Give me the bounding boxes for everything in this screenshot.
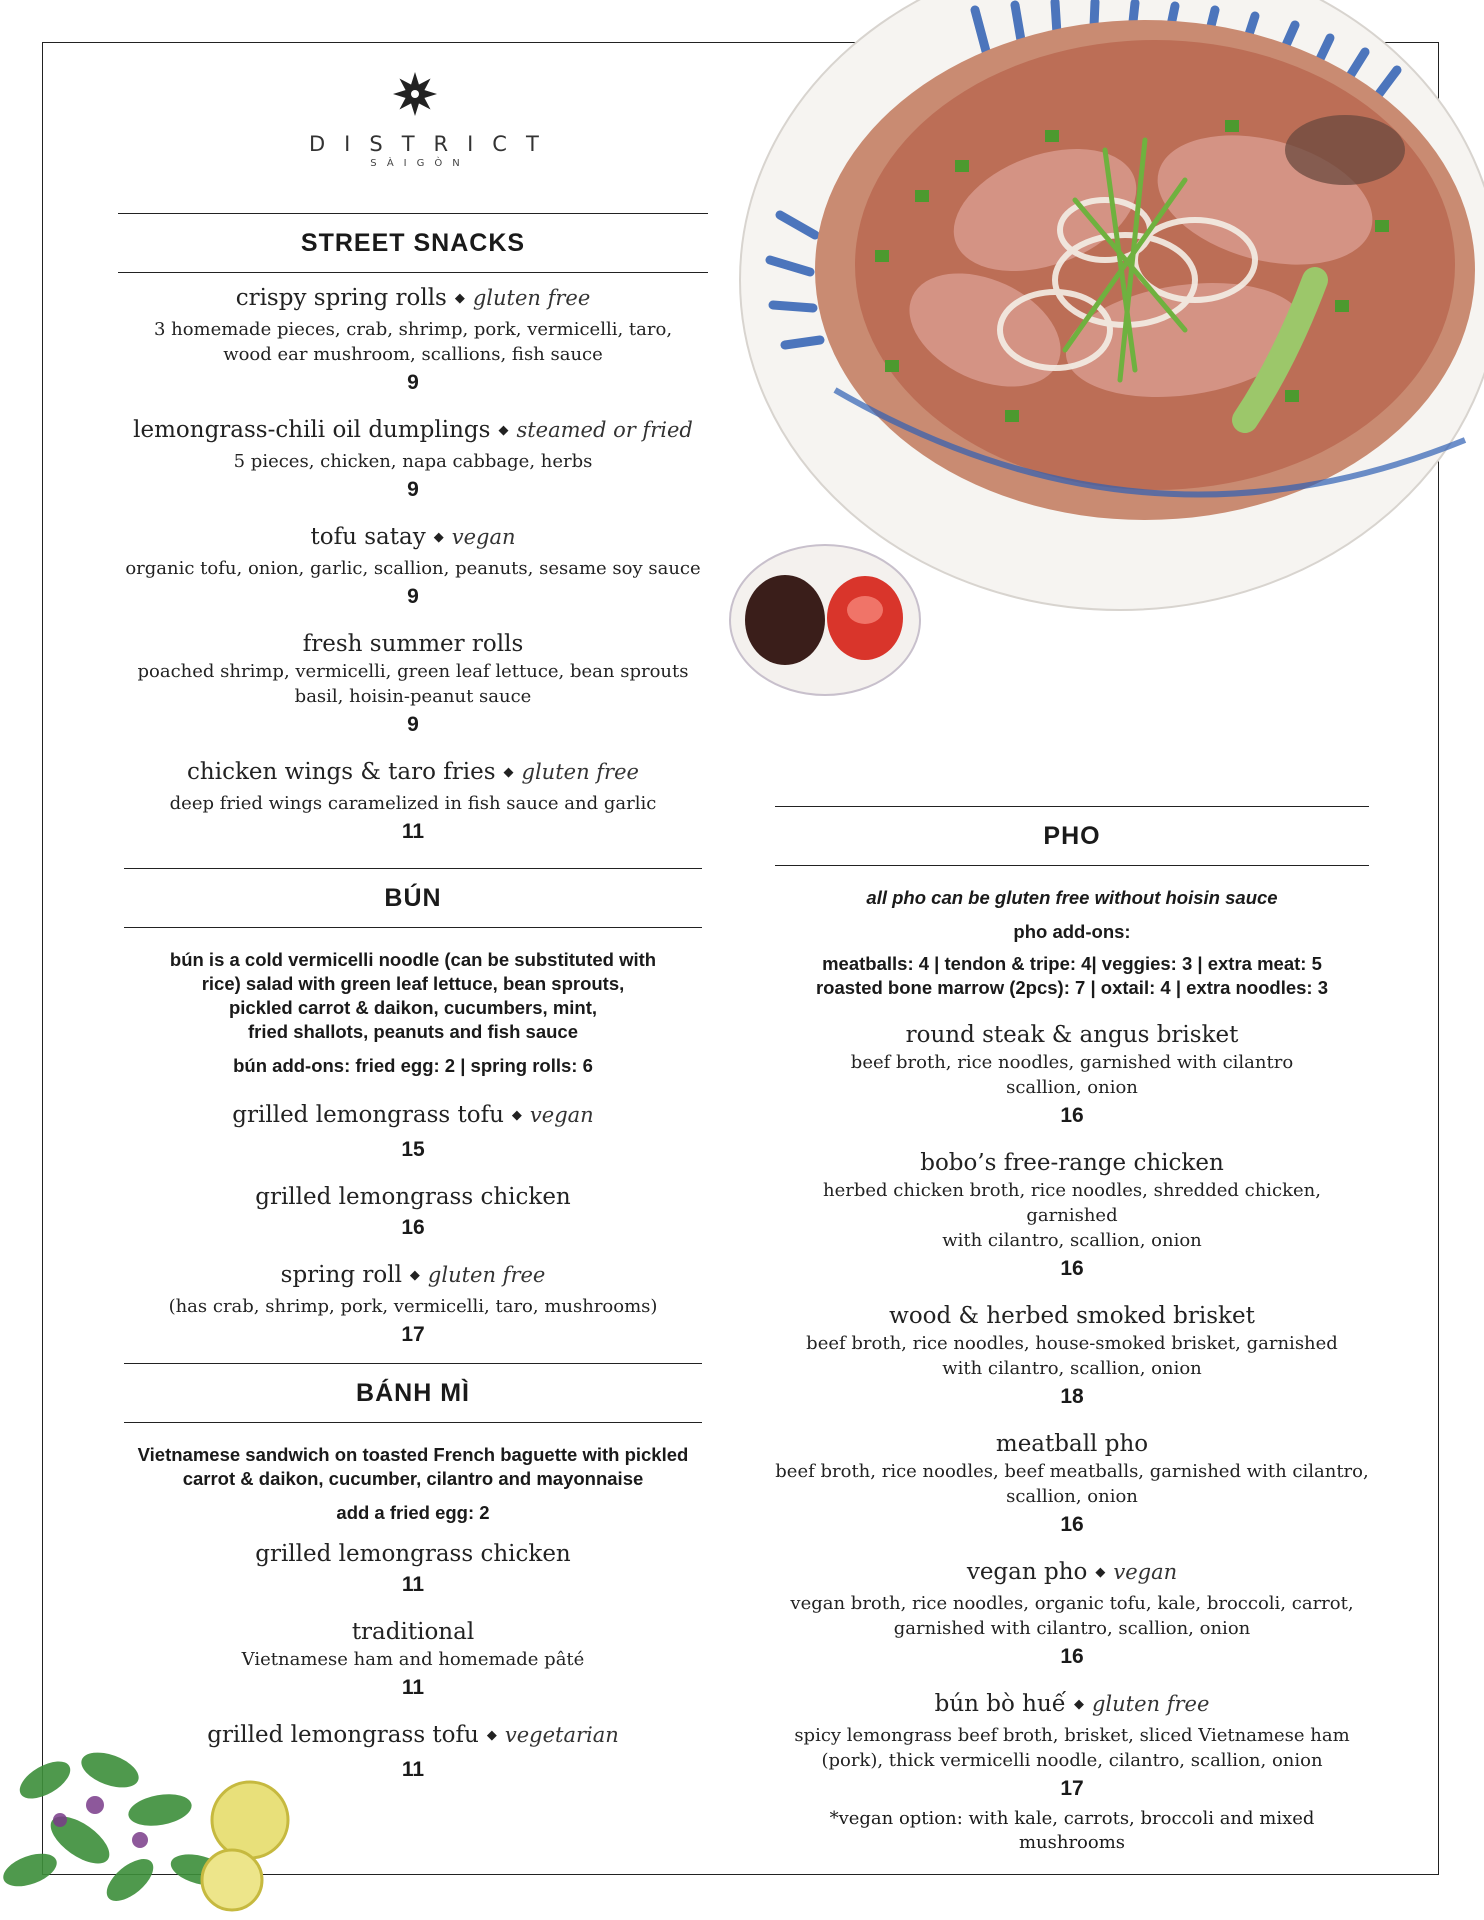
item-description: 3 homemade pieces, crab, shrimp, pork, vermicelli, taro, — [153, 319, 673, 340]
item-name-row — [775, 1301, 1369, 1331]
bun-addons: bún add-ons: fried egg: 2 | spring rolls: 6 — [233, 1055, 593, 1076]
bun-intro — [118, 948, 708, 1044]
item-description: beef broth, rice noodles, beef meatballs, garnished with cilantro, — [775, 1461, 1369, 1482]
item-name: fresh summer rolls — [302, 631, 524, 657]
item-name: grilled lemongrass tofu — [207, 1722, 479, 1748]
menu-item — [775, 1689, 1369, 1803]
section-title-bun: BÚN — [124, 868, 702, 928]
bun-intro-line: bún is a cold vermicelli noodle (can be substituted with — [169, 949, 657, 970]
item-price: 9 — [407, 371, 419, 394]
item-price: 9 — [407, 713, 419, 736]
pho-addons — [775, 952, 1369, 1000]
pho-vegan-note: *vegan option: with kale, carrots, broccoli and mixed mushrooms — [829, 1808, 1315, 1853]
menu-item — [118, 415, 708, 504]
diamond-icon: ◆ — [503, 765, 514, 780]
item-name: round steak & angus brisket — [905, 1022, 1239, 1048]
menu-item — [118, 757, 708, 846]
menu-item — [775, 1020, 1369, 1130]
bun-intro-line: fried shallots, peanuts and fish sauce — [247, 1021, 578, 1042]
menu-item — [775, 1429, 1369, 1539]
logo-name: DISTRICT — [309, 132, 558, 156]
pho-addons-title: pho add-ons: — [1013, 921, 1131, 942]
item-name-row — [775, 1148, 1369, 1178]
item-name-row — [775, 1557, 1369, 1591]
item-name: bobo’s free-range chicken — [920, 1150, 1224, 1176]
item-description: beef broth, rice noodles, garnished with cilantro — [850, 1052, 1294, 1073]
item-price: 16 — [1060, 1513, 1084, 1536]
item-description: scallion, onion — [1006, 1486, 1138, 1507]
logo-subtitle: SÀIGÒN — [370, 158, 470, 169]
item-price: 11 — [401, 820, 425, 843]
diamond-icon: ◆ — [1073, 1697, 1084, 1712]
item-description: organic tofu, onion, garlic, scallion, peanuts, sesame soy sauce — [125, 558, 701, 579]
menu-item — [118, 522, 708, 611]
pho-list — [775, 1020, 1369, 1803]
item-price: 17 — [1060, 1777, 1084, 1800]
item-description: garnished with cilantro, scallion, onion — [893, 1618, 1251, 1639]
dietary-tag: steamed or fried — [516, 418, 693, 442]
item-name-row — [118, 415, 708, 449]
menu-item — [118, 283, 708, 397]
star-icon — [391, 70, 439, 118]
menu-item — [118, 1539, 708, 1599]
item-description: spicy lemongrass beef broth, brisket, sliced Vietnamese ham — [794, 1725, 1350, 1746]
bun-list — [118, 1100, 708, 1349]
item-price: 17 — [401, 1323, 425, 1346]
pho-intro-line: all pho can be gluten free without hoisin sauce — [866, 887, 1278, 908]
diamond-icon: ◆ — [454, 291, 465, 306]
item-name: grilled lemongrass tofu — [232, 1102, 504, 1128]
diamond-icon: ◆ — [511, 1108, 522, 1123]
item-name-row — [118, 1260, 708, 1294]
pho-addon-line: meatballs: 4 | tendon & tripe: 4| veggies: 3 | extra meat: 5 — [822, 953, 1322, 974]
item-name: wood & herbed smoked brisket — [889, 1303, 1255, 1329]
item-price: 11 — [401, 1573, 425, 1596]
diamond-icon: ◆ — [409, 1268, 420, 1283]
item-description: vegan broth, rice noodles, organic tofu, kale, broccoli, carrot, — [790, 1593, 1354, 1614]
item-name: vegan pho — [966, 1559, 1088, 1585]
section-title-banh-mi: BÁNH MÌ — [124, 1363, 702, 1423]
diamond-icon: ◆ — [486, 1728, 497, 1743]
bun-intro-line: rice) salad with green leaf lettuce, bean sprouts, — [201, 973, 625, 994]
item-name-row — [775, 1020, 1369, 1050]
item-name-row — [775, 1689, 1369, 1723]
item-description: poached shrimp, vermicelli, green leaf lettuce, bean sprouts — [137, 661, 689, 682]
menu-item — [118, 1260, 708, 1349]
menu-item — [118, 1100, 708, 1164]
item-name: spring roll — [280, 1262, 402, 1288]
item-name-row — [118, 283, 708, 317]
item-description: scallion, onion — [1006, 1077, 1138, 1098]
item-description: with cilantro, scallion, onion — [942, 1358, 1202, 1379]
menu-item — [118, 1720, 708, 1784]
section-title-street-snacks: STREET SNACKS — [118, 213, 708, 273]
item-name: crispy spring rolls — [235, 285, 447, 311]
item-description: beef broth, rice noodles, house-smoked brisket, garnished — [806, 1333, 1338, 1354]
item-price: 16 — [401, 1216, 425, 1239]
item-name-row — [118, 757, 708, 791]
item-name-row — [118, 1182, 708, 1212]
item-name-row — [118, 629, 708, 659]
item-name: traditional — [351, 1619, 475, 1645]
item-price: 18 — [1060, 1385, 1084, 1408]
pho-intro — [775, 886, 1369, 910]
pho-addon-line: roasted bone marrow (2pcs): 7 | oxtail: 4 | extra noodles: 3 — [815, 977, 1329, 998]
dietary-tag: vegan — [451, 525, 516, 549]
right-column — [775, 806, 1369, 1855]
item-price: 15 — [401, 1138, 425, 1161]
item-price: 16 — [1060, 1104, 1084, 1127]
menu-item — [118, 1617, 708, 1702]
item-description: basil, hoisin-peanut sauce — [294, 686, 532, 707]
item-description: with cilantro, scallion, onion — [942, 1230, 1202, 1251]
banh-mi-addons: add a fried egg: 2 — [336, 1502, 490, 1523]
bun-intro-line: pickled carrot & daikon, cucumbers, mint, — [228, 997, 598, 1018]
item-name-row — [118, 1539, 708, 1569]
section-title-pho: PHO — [775, 806, 1369, 866]
item-name-row — [118, 522, 708, 556]
item-description: wood ear mushroom, scallions, fish sauce — [223, 344, 603, 365]
dietary-tag: gluten free — [1091, 1692, 1210, 1716]
street-snacks-list — [118, 283, 708, 846]
menu-item — [775, 1301, 1369, 1411]
item-name: meatball pho — [995, 1431, 1149, 1457]
item-name: tofu satay — [310, 524, 426, 550]
banh-mi-list — [118, 1539, 708, 1784]
banh-mi-intro — [118, 1443, 708, 1491]
banh-mi-intro-line: Vietnamese sandwich on toasted French baguette with pickled — [137, 1444, 689, 1465]
item-description: herbed chicken broth, rice noodles, shredded chicken, garnished — [823, 1180, 1321, 1226]
dietary-tag: gluten free — [521, 760, 639, 784]
item-name: grilled lemongrass chicken — [255, 1184, 571, 1210]
menu-item — [118, 1182, 708, 1242]
banh-mi-intro-line: carrot & daikon, cucumber, cilantro and mayonnaise — [182, 1468, 644, 1489]
item-name-row — [118, 1100, 708, 1134]
item-price: 16 — [1060, 1257, 1084, 1280]
dietary-tag: gluten free — [427, 1263, 546, 1287]
menu-item — [118, 629, 708, 739]
dietary-tag: vegan — [1113, 1560, 1178, 1584]
diamond-icon: ◆ — [1095, 1565, 1106, 1580]
item-price: 11 — [401, 1676, 425, 1699]
menu-item — [775, 1148, 1369, 1283]
item-description: (has crab, shrimp, pork, vermicelli, taro, mushrooms) — [168, 1296, 658, 1317]
item-price: 9 — [407, 478, 419, 501]
item-description: 5 pieces, chicken, napa cabbage, herbs — [233, 451, 593, 472]
item-name-row — [118, 1617, 708, 1647]
dietary-tag: vegetarian — [504, 1723, 619, 1747]
item-description: Vietnamese ham and homemade pâté — [241, 1649, 585, 1670]
item-name: grilled lemongrass chicken — [255, 1541, 571, 1567]
item-name: lemongrass-chili oil dumplings — [133, 417, 491, 443]
dietary-tag: gluten free — [472, 286, 591, 310]
menu-item — [775, 1557, 1369, 1671]
item-price: 16 — [1060, 1645, 1084, 1668]
sauce-dish-illustration — [725, 540, 925, 710]
item-name: bún bò huế — [934, 1691, 1066, 1717]
left-column — [118, 213, 708, 1784]
restaurant-logo — [290, 70, 558, 169]
dietary-tag: vegan — [529, 1103, 594, 1127]
item-description: (pork), thick vermicelli noodle, cilantro, scallion, onion — [821, 1750, 1323, 1771]
item-name-row — [118, 1720, 708, 1754]
item-description: deep fried wings caramelized in fish sauce and garlic — [169, 793, 657, 814]
diamond-icon: ◆ — [498, 423, 509, 438]
item-price: 11 — [401, 1758, 425, 1781]
item-price: 9 — [407, 585, 419, 608]
item-name: chicken wings & taro fries — [187, 759, 496, 785]
diamond-icon: ◆ — [433, 530, 444, 545]
item-name-row — [775, 1429, 1369, 1459]
